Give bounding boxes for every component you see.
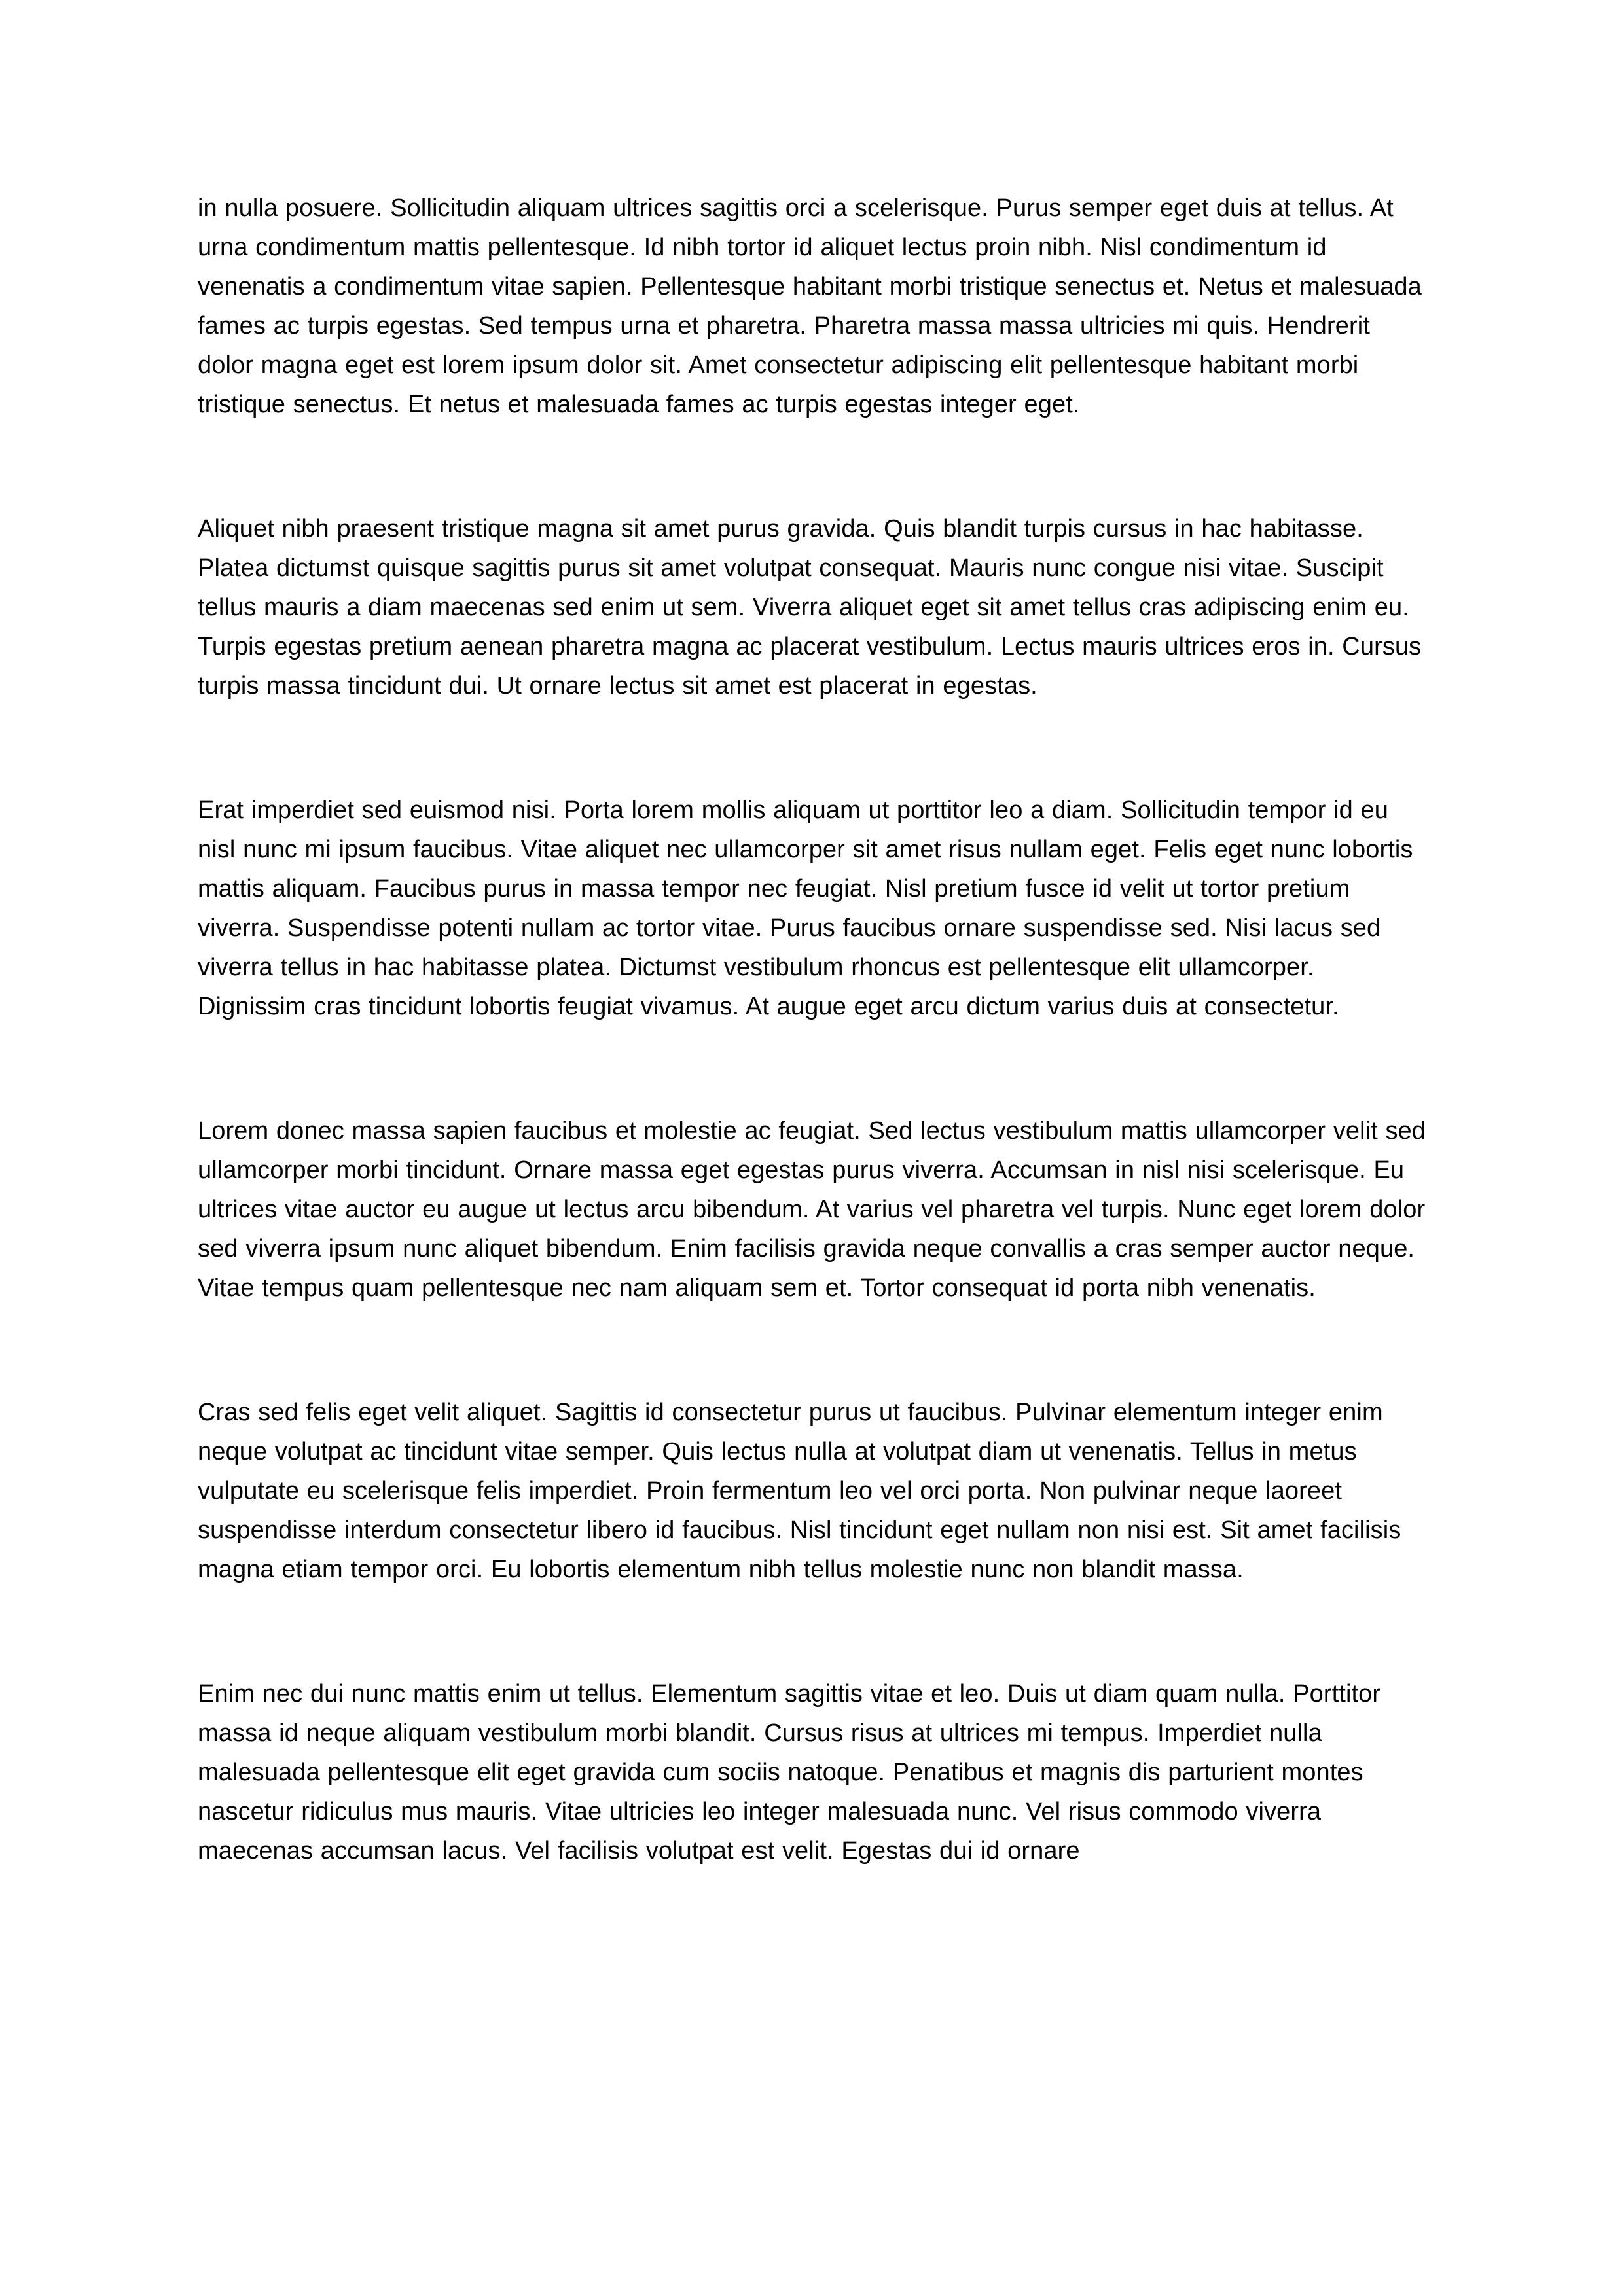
paragraph: Aliquet nibh praesent tristique magna sit amet purus gravida. Quis blandit turpis cursus in hac habitasse. Platea dictumst quisque sagittis purus sit amet volutpat consequat. Mauris nunc congue nisi vitae. Suscipit tellus mauris a diam maecenas sed enim ut sem. Viverra aliquet eget sit amet tellus cras adipiscing enim eu. Turpis egestas pretium aenean pharetra magna ac placerat vestibulum. Lectus mauris ultrices eros in. Cursus turpis massa tincidunt dui. Ut ornare lectus sit amet est placerat in egestas.: [198, 515, 1422, 700]
paragraph: in nulla posuere. Sollicitudin aliquam ultrices sagittis orci a scelerisque. Purus semper eget duis at tellus. At urna condimentum mattis pellentesque. Id nibh tortor id aliquet lectus proin nibh. Nisl condimentum id venenatis a condimentum vitae sapien. Pellentesque habitant morbi tristique senectus et. Netus et malesuada fames ac turpis egestas. Sed tempus urna et pharetra. Pharetra massa massa ultricies mi quis. Hendrerit dolor magna eget est lorem ipsum dolor sit. Amet consectetur adipiscing elit pellentesque habitant morbi tristique senectus. Et netus et malesuada fames ac turpis egestas integer eget.: [198, 194, 1422, 418]
paragraph: Cras sed felis eget velit aliquet. Sagittis id consectetur purus ut faucibus. Pulvinar elementum integer enim neque volutpat ac tincidunt vitae semper. Quis lectus nulla at volutpat diam ut venenatis. Tellus in metus vulputate eu scelerisque felis imperdiet. Proin fermentum leo vel orci porta. Non pulvinar neque laoreet suspendisse interdum consectetur libero id faucibus. Nisl tincidunt eget nullam non nisi est. Sit amet facilisis magna etiam tempor orci. Eu lobortis elementum nibh tellus molestie nunc non blandit massa.: [198, 1399, 1401, 1583]
paragraph: Erat imperdiet sed euismod nisi. Porta lorem mollis aliquam ut porttitor leo a diam. Sollicitudin tempor id eu nisl nunc mi ipsum faucibus. Vitae aliquet nec ullamcorper sit amet risus nullam eget. Felis eget nunc lobortis mattis aliquam. Faucibus purus in massa tempor nec feugiat. Nisl pretium fusce id velit ut tortor pretium viverra. Suspendisse potenti nullam ac tortor vitae. Purus faucibus ornare suspendisse sed. Nisi lacus sed viverra tellus in hac habitasse platea. Dictumst vestibulum rhoncus est pellentesque elit ullamcorper. Dignissim cras tincidunt lobortis feugiat vivamus. At augue eget arcu dictum varius duis at consectetur.: [198, 797, 1413, 1020]
paragraph: Lorem donec massa sapien faucibus et molestie ac feugiat. Sed lectus vestibulum mattis ullamcorper velit sed ullamcorper morbi tincidunt. Ornare massa eget egestas purus viverra. Accumsan in nisl nisi scelerisque. Eu ultrices vitae auctor eu augue ut lectus arcu bibendum. At varius vel pharetra vel turpis. Nunc eget lorem dolor sed viverra ipsum nunc aliquet bibendum. Enim facilisis gravida neque convallis a cras semper auctor neque. Vitae tempus quam pellentesque nec nam aliquam sem et. Tortor consequat id porta nibh venenatis.: [198, 1117, 1426, 1302]
paragraph: Enim nec dui nunc mattis enim ut tellus. Elementum sagittis vitae et leo. Duis ut diam quam nulla. Porttitor massa id neque aliquam vestibulum morbi blandit. Cursus risus at ultrices mi tempus. Imperdiet nulla malesuada pellentesque elit eget gravida cum sociis natoque. Penatibus et magnis dis parturient montes nascetur ridiculus mus mauris. Vitae ultricies leo integer malesuada nunc. Vel risus commodo viverra maecenas accumsan lacus. Vel facilisis volutpat est velit. Egestas dui id ornare: [198, 1680, 1381, 1865]
document-text-body: [198, 188, 1428, 1871]
